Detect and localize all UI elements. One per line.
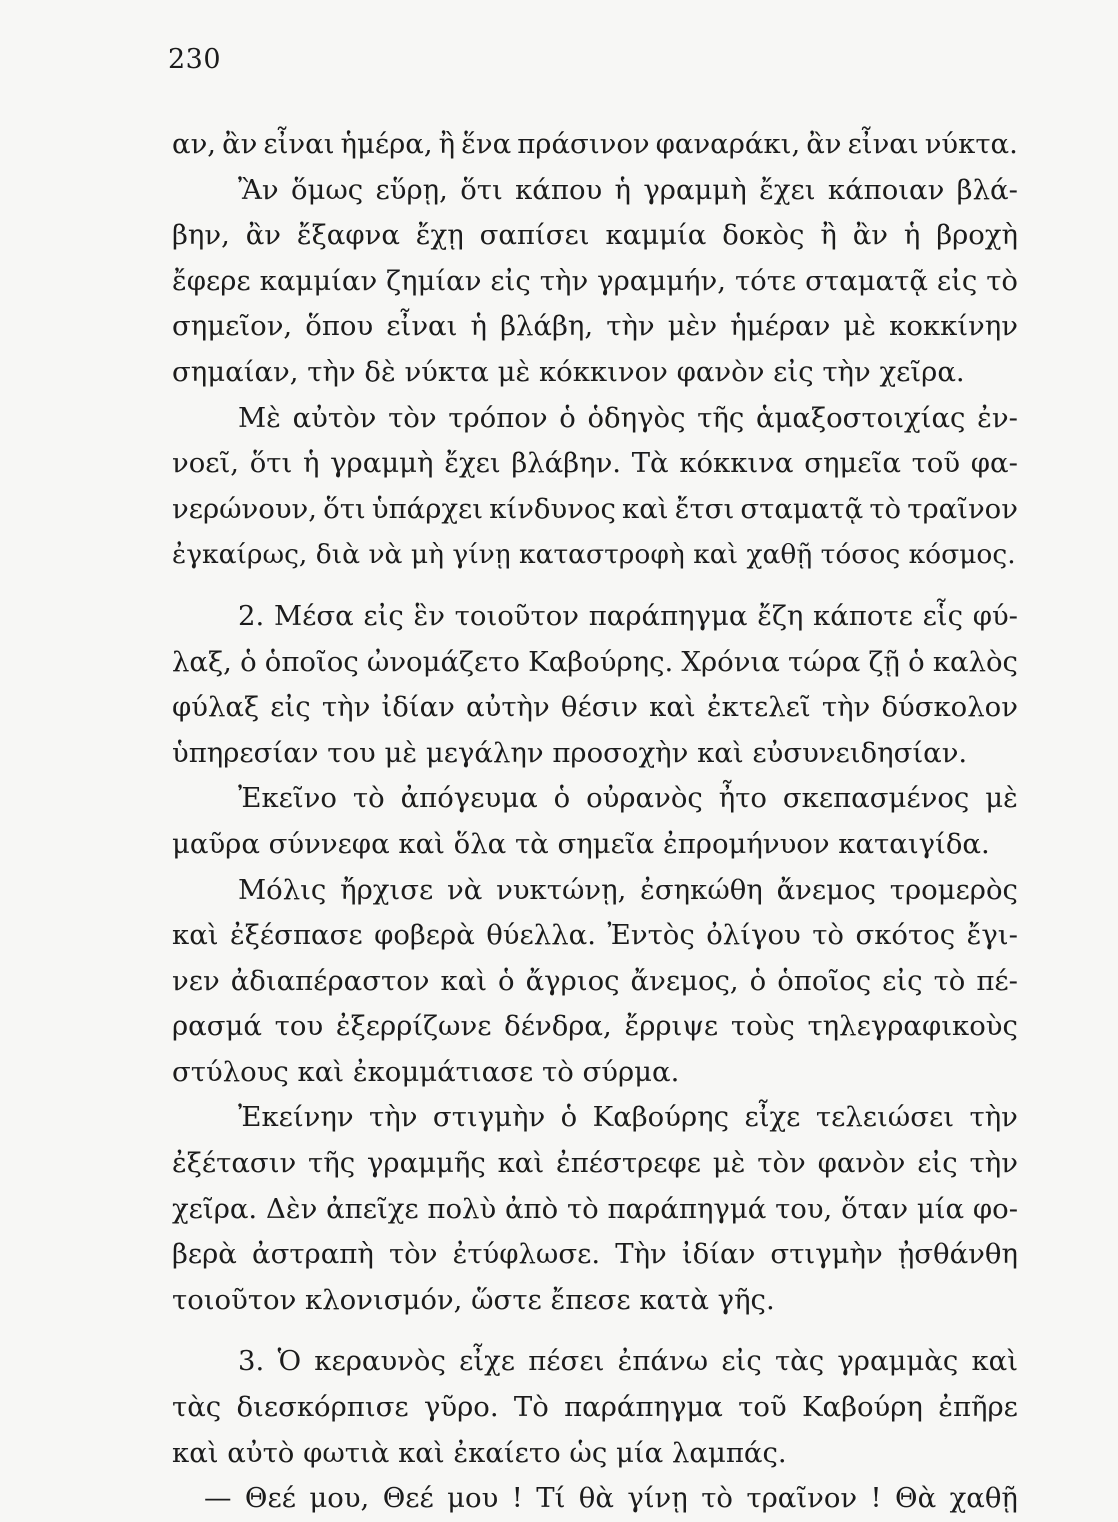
text-line: Μόλις ἤρχισε νὰ νυκτώνῃ, ἐσηκώθη ἄνεμος τρομερὸς <box>238 873 1018 906</box>
text-line: ρασμά του ἐξερρίζωνε δένδρα, ἔρριψε τοὺς τηλεγραφικοὺς <box>172 1010 1018 1043</box>
text-line: 2. Μέσα εἰς ἓν τοιοῦτον παράπηγμα ἔζη κάποτε εἷς φύ- <box>238 599 1018 632</box>
text-line: 3. Ὁ κεραυνὸς εἶχε πέσει ἐπάνω εἰς τὰς γραμμὰς καὶ <box>238 1345 1018 1378</box>
text-line: τοιοῦτον κλονισμόν, ὥστε ἔπεσε κατὰ γῆς. <box>172 1283 775 1316</box>
text-line: καὶ ἐξέσπασε φοβερὰ θύελλα. Ἐντὸς ὀλίγου τὸ σκότος ἔγι- <box>172 919 1018 952</box>
text-line: Ἂν ὅμως εὕρῃ, ὅτι κάπου ἡ γραμμὴ ἔχει κάποιαν βλά- <box>238 173 1018 206</box>
text-line: ἐγκαίρως, διὰ νὰ μὴ γίνῃ καταστροφὴ καὶ χαθῇ τόσος κόσμος. <box>172 539 1016 571</box>
text-line: αν, ἂν εἶναι ἡμέρα, ἢ ἕνα πράσινον φαναράκι, ἂν εἶναι νύκτα. <box>172 128 1018 160</box>
text-line: Ἐκείνην τὴν στιγμὴν ὁ Καβούρης εἶχε τελειώσει τὴν <box>238 1101 1018 1134</box>
text-line: καὶ αὐτὸ φωτιὰ καὶ ἐκαίετο ὡς μία λαμπάς. <box>172 1436 787 1469</box>
text-line: ὑπηρεσίαν του μὲ μεγάλην προσοχὴν καὶ εὐσυνειδησίαν. <box>172 736 968 769</box>
text-line: νεν ἀδιαπέραστον καὶ ὁ ἄγριος ἄνεμος, ὁ ὁποῖος εἰς τὸ πέ- <box>172 964 1018 997</box>
text-line: νοεῖ, ὅτι ἡ γραμμὴ ἔχει βλάβην. Τὰ κόκκινα σημεῖα τοῦ φα- <box>172 447 1018 480</box>
text-line: τὰς διεσκόρπισε γῦρο. Τὸ παράπηγμα τοῦ Καβούρη ἐπῆρε <box>172 1391 1018 1424</box>
text-line: βερὰ ἀστραπὴ τὸν ἐτύφλωσε. Τὴν ἰδίαν στιγμὴν ᾐσθάνθη <box>172 1238 1018 1271</box>
text-line: στύλους καὶ ἐκομμάτιασε τὸ σύρμα. <box>172 1055 680 1088</box>
text-line: Ἐκεῖνο τὸ ἀπόγευμα ὁ οὐρανὸς ἦτο σκεπασμένος μὲ <box>238 782 1018 815</box>
page-number: 230 <box>168 44 222 75</box>
text-line: χεῖρα. Δὲν ἀπεῖχε πολὺ ἀπὸ τὸ παράπηγμά του, ὅταν μία φο- <box>172 1192 1018 1225</box>
body-text <box>172 122 1018 1522</box>
text-line: μαῦρα σύννεφα καὶ ὅλα τὰ σημεῖα ἐπρομήνυον καταιγίδα. <box>172 827 990 860</box>
text-line: σημαίαν, τὴν δὲ νύκτα μὲ κόκκινον φανὸν εἰς τὴν χεῖρα. <box>172 355 965 388</box>
text-line: σημεῖον, ὅπου εἶναι ἡ βλάβη, τὴν μὲν ἡμέραν μὲ κοκκίνην <box>172 310 1018 343</box>
text-line: νερώνουν, ὅτι ὑπάρχει κίνδυνος καὶ ἔτσι σταματᾷ τὸ τραῖνον <box>172 492 1018 525</box>
text-line: ἐξέτασιν τῆς γραμμῆς καὶ ἐπέστρεφε μὲ τὸν φανὸν εἰς τὴν <box>172 1147 1018 1180</box>
text-line: βην, ἂν ἔξαφνα ἔχῃ σαπίσει καμμία δοκὸς ἢ ἂν ἡ βροχὴ <box>172 219 1018 252</box>
text-line: Μὲ αὐτὸν τὸν τρόπον ὁ ὁδηγὸς τῆς ἁμαξοστοιχίας ἐν- <box>238 401 1018 434</box>
text-line: λαξ, ὁ ὁποῖος ὠνομάζετο Καβούρης. Χρόνια τώρα ζῇ ὁ καλὸς <box>172 645 1018 678</box>
text-line: — Θεέ μου, Θεέ μου ! Τί θὰ γίνῃ τὸ τραῖνον ! Θὰ χαθῇ <box>204 1482 1018 1515</box>
text-line: ἔφερε καμμίαν ζημίαν εἰς τὴν γραμμήν, τότε σταματᾷ εἰς τὸ <box>172 264 1018 297</box>
text-line: φύλαξ εἰς τὴν ἰδίαν αὐτὴν θέσιν καὶ ἐκτελεῖ τὴν δύσκολον <box>172 691 1018 724</box>
